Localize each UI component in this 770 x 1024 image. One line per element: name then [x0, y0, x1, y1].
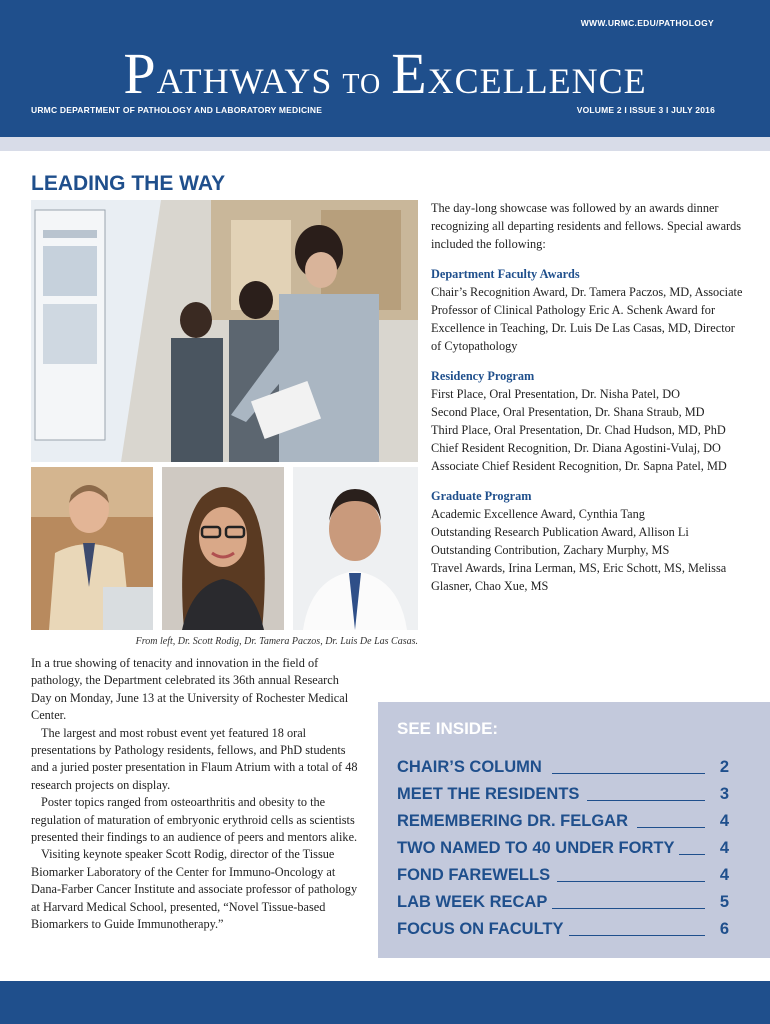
body-paragraph-1: In a true showing of tenacity and innovation in the field of pathology, the Department celebrated its 36th annual Research Day on Monday, June 13 at the University of Rochester Medical Center. [31, 656, 349, 723]
title-letter-p: P [123, 41, 157, 106]
photo-scott-rodig [31, 467, 153, 630]
title-word-xcellence: XCELLENCE [427, 61, 647, 101]
toc-leader [569, 935, 705, 936]
toc-page: 5 [719, 893, 729, 911]
residency-item: First Place, Oral Presentation, Dr. Nisha Patel, DO [431, 387, 680, 401]
title-word-athways: ATHWAYS [156, 61, 333, 101]
toc-item-fond-farewells[interactable] [397, 866, 727, 888]
awards-intro: The day-long showcase was followed by an awards dinner recognizing all departing residents and fellows. Special awards included the following: [431, 201, 742, 251]
toc-page: 3 [719, 785, 729, 803]
body-paragraph-3: Poster topics ranged from osteoarthritis and obesity to the regulation of maturation of embryonic erythroid cells as scientists presented their findings to an audience of peers and mentors alike. [31, 795, 358, 845]
portrait-man-illustration [293, 467, 418, 630]
photo-tamera-paczos [162, 467, 284, 630]
body-paragraph-2: The largest and most robust event yet featured 18 oral presentations by Pathology residents, fellows, and PhD students and a juried poster presentation in Flaum Atrium with a total of 48 research projects on display. [31, 725, 358, 792]
awards-column [431, 199, 747, 595]
toc-item-lab-week-recap[interactable] [397, 893, 727, 915]
toc-leader [557, 881, 705, 882]
portrait-woman-illustration [162, 467, 284, 630]
toc-leader [637, 827, 705, 828]
title-word-to: TO [342, 69, 382, 100]
residency-item: Chief Resident Recognition, Dr. Diana Agostini-Vulaj, DO [431, 441, 721, 455]
toc-leader [587, 800, 705, 801]
newsletter-title [0, 40, 770, 107]
photo-caption: From left, Dr. Scott Rodig, Dr. Tamera Paczos, Dr. Luis De Las Casas. [135, 636, 418, 647]
toc-item-remembering-dr-felgar[interactable] [397, 812, 727, 834]
issue-info: VOLUME 2 I ISSUE 3 I JULY 2016 [576, 105, 715, 115]
toc-item-chairs-column[interactable] [397, 758, 727, 780]
footer-band [0, 981, 770, 1024]
masthead [0, 0, 770, 137]
toc-item-focus-on-faculty[interactable] [397, 920, 727, 942]
see-inside-panel [378, 702, 770, 958]
graduate-item: Outstanding Research Publication Award, Allison Li [431, 525, 689, 539]
residency-heading: Residency Program [431, 369, 535, 383]
residency-item: Third Place, Oral Presentation, Dr. Chad Hudson, MD, PhD [431, 423, 726, 437]
portrait-speaker-illustration [31, 467, 153, 630]
graduate-item: Outstanding Contribution, Zachary Murphy, MS [431, 543, 670, 557]
toc-item-meet-the-residents[interactable] [397, 785, 727, 807]
poster-session-illustration [31, 200, 418, 462]
toc-item-two-named[interactable] [397, 839, 727, 861]
residency-item: Second Place, Oral Presentation, Dr. Shana Straub, MD [431, 405, 705, 419]
site-url[interactable]: WWW.URMC.EDU/PATHOLOGY [580, 18, 714, 28]
toc-page: 2 [719, 758, 729, 776]
toc-label: MEET THE RESIDENTS [397, 785, 580, 803]
toc-label: FOCUS ON FACULTY [397, 920, 564, 938]
see-inside-title: SEE INSIDE: [397, 719, 499, 738]
toc-label: TWO NAMED TO 40 UNDER FORTY [397, 839, 675, 857]
toc-page: 6 [719, 920, 729, 938]
graduate-item: Academic Excellence Award, Cynthia Tang [431, 507, 645, 521]
faculty-award-item: Chair’s Recognition Award, Dr. Tamera Paczos, MD, Associate Professor of Clinical Pathology Eric A. Schenk Award for Excellence in Teaching, Dr. Luis De Las Casas, MD, Director of Cytopathology [431, 285, 743, 353]
photo-luis-de-las-casas [293, 467, 418, 630]
toc-label: FOND FAREWELLS [397, 866, 551, 884]
toc-leader [552, 773, 705, 774]
department-name: URMC DEPARTMENT OF PATHOLOGY AND LABORATORY MEDICINE [31, 105, 323, 115]
header-band [0, 137, 770, 151]
article-title: LEADING THE WAY [31, 172, 226, 195]
toc-label: CHAIR’S COLUMN [397, 758, 542, 776]
faculty-awards-heading: Department Faculty Awards [431, 267, 580, 281]
graduate-heading: Graduate Program [431, 489, 532, 503]
toc-leader [552, 908, 705, 909]
poster-session-photo [31, 200, 418, 462]
toc-page: 4 [719, 812, 729, 830]
toc-leader [679, 854, 705, 855]
toc-page: 4 [719, 839, 729, 857]
toc-page: 4 [719, 866, 729, 884]
toc-label: LAB WEEK RECAP [397, 893, 548, 911]
residency-item: Associate Chief Resident Recognition, Dr. Sapna Patel, MD [431, 459, 727, 473]
left-column-body [31, 655, 361, 934]
graduate-item: Travel Awards, Irina Lerman, MS, Eric Schott, MS, Melissa Glasner, Chao Xue, MS [431, 561, 727, 593]
toc-label: REMEMBERING DR. FELGAR [397, 812, 628, 830]
body-paragraph-4: Visiting keynote speaker Scott Rodig, director of the Tissue Biomarker Laboratory of the Center for Immuno-Oncology at Dana-Farber Cancer Institute and associate professor of pathology at Harvard Medical School, presented, “Novel Tissue-based Biomarkers to Guide Immunotherapy.” [31, 847, 358, 932]
title-letter-e: E [391, 41, 428, 106]
